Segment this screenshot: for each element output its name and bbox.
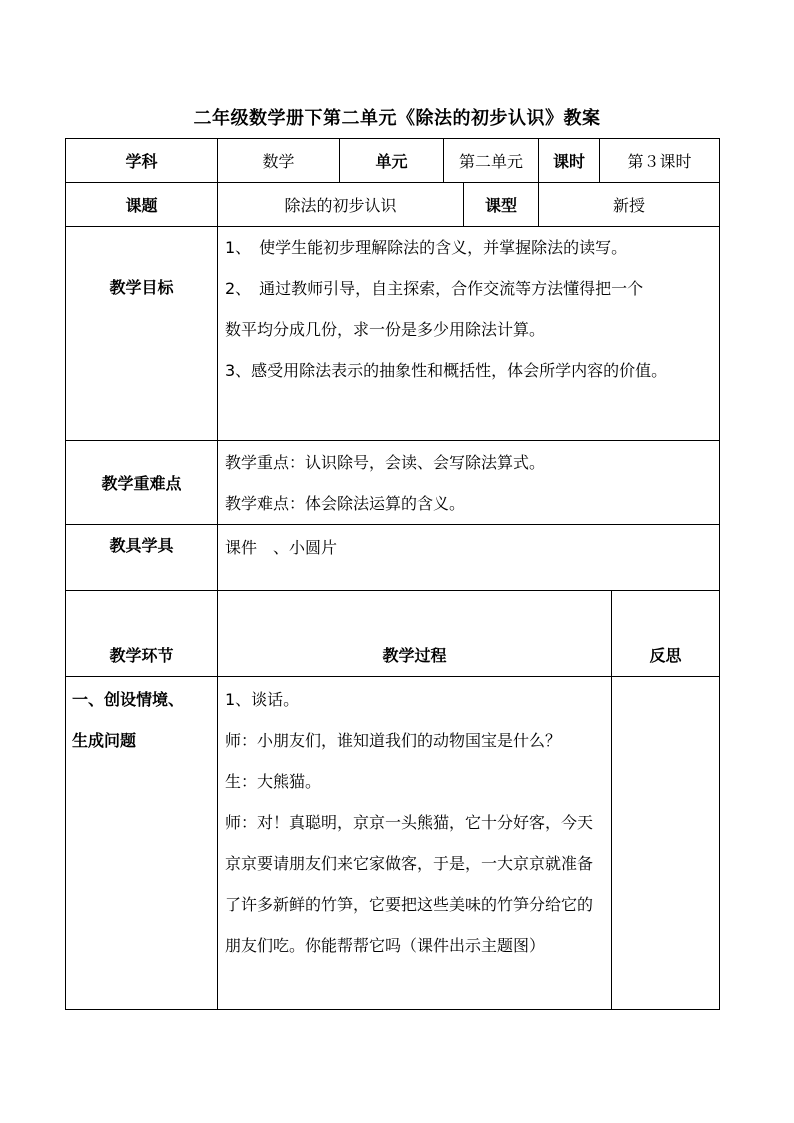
section-1-row [66, 677, 720, 1010]
goals-row [66, 227, 720, 441]
topic-value: 除法的初步认识 [218, 183, 464, 227]
section-label-line: 生成问题 [72, 731, 137, 750]
document-title: 二年级数学册下第二单元《除法的初步认识》教案 [193, 108, 601, 129]
goal-line: 数平均分成几份，求一份是多少用除法计算。 [225, 320, 546, 339]
info-row-2 [66, 183, 720, 227]
unit-label: 单元 [340, 139, 444, 183]
materials-row [66, 525, 720, 591]
info-row-1 [66, 139, 720, 183]
lesson-type-value: 新授 [539, 183, 720, 227]
goal-line: 3、感受用除法表示的抽象性和概括性，体会所学内容的价值。 [225, 361, 668, 380]
lesson-plan-table [65, 138, 720, 1010]
section-header: 教学环节 [66, 591, 218, 677]
period-label: 课时 [539, 139, 600, 183]
materials-value: 课件 、小圆片 [218, 525, 720, 591]
period-value: 第３课时 [600, 139, 720, 183]
process-line: 1、谈话。 [225, 690, 300, 709]
key-point-line: 教学难点：体会除法运算的含义。 [225, 493, 466, 513]
section-label-line: 一、创设情境、 [72, 690, 185, 709]
process-line: 师：小朋友们，谁知道我们的动物国宝是什么？ [225, 731, 562, 750]
process-header-row [66, 591, 720, 677]
key-points-label: 教学重难点 [66, 441, 218, 525]
section-1-reflection [612, 677, 720, 1010]
process-header: 教学过程 [218, 591, 612, 677]
process-line: 生：大熊猫。 [225, 772, 322, 791]
subject-label: 学科 [66, 139, 218, 183]
goals-label: 教学目标 [66, 227, 218, 441]
section-1-process [218, 677, 612, 1010]
reflection-header: 反思 [612, 591, 720, 677]
subject-value: 数学 [218, 139, 340, 183]
topic-label: 课题 [66, 183, 218, 227]
goal-line: 1、 使学生能初步理解除法的含义，并掌握除法的读写。 [225, 238, 628, 257]
key-points-row [66, 441, 720, 525]
key-points-content [218, 441, 720, 525]
process-paragraph: 师：对！真聪明，京京一头熊猫，它十分好客，今天京京要请朋友们来它家做客，于是，一大京京就准备了许多新鲜的竹笋，它要把这些美味的竹笋分给它的朋友们吃。你能帮帮它吗（课件出示主题图） [225, 813, 594, 955]
lesson-type-label: 课型 [464, 183, 539, 227]
goal-line: 2、 通过教师引导，自主探索，合作交流等方法懂得把一个 [225, 279, 644, 298]
key-point-line: 教学重点：认识除号，会读、会写除法算式。 [225, 452, 546, 472]
materials-label: 教具学具 [66, 525, 218, 591]
section-1-label [66, 677, 218, 1010]
unit-value: 第二单元 [444, 139, 539, 183]
goals-content [218, 227, 720, 441]
